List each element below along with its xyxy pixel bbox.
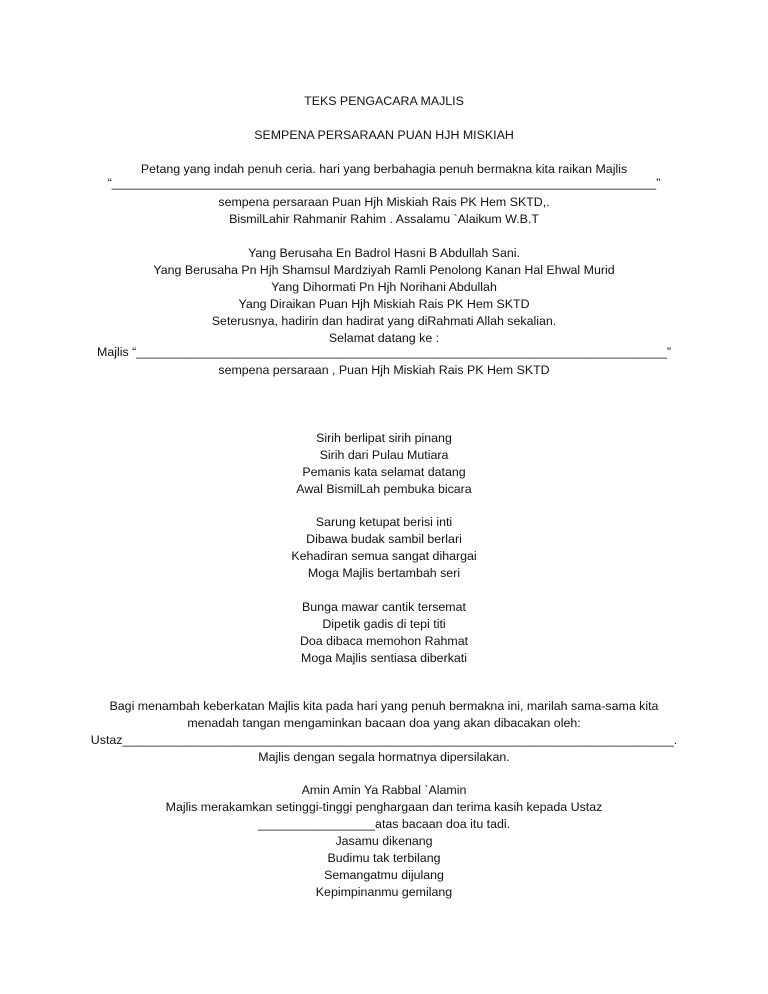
blank-line: “_______________________________________________________________________________” <box>107 176 661 190</box>
text-line: Petang yang indah penuh ceria. hari yang berbahagia penuh bermakna kita raikan Majlis <box>140 162 628 176</box>
pantun-line: Moga Majlis bertambah seri <box>307 566 461 580</box>
text-line: Yang Diraikan Puan Hjh Miskiah Rais PK Hem SKTD <box>238 297 530 311</box>
closing-line: Budimu tak terbilang <box>327 851 441 865</box>
text-line: Yang Berusaha Pn Hjh Shamsul Mardziyah Ramli Penolong Kanan Hal Ehwal Murid <box>153 263 615 277</box>
pantun-line: Sirih dari Pulau Mutiara <box>319 448 449 462</box>
pantun-line: Pemanis kata selamat datang <box>302 465 466 479</box>
blank-line: Ustaz________________________________________________________________________________. <box>90 733 678 747</box>
text-line: Yang Dihormati Pn Hjh Norihani Abdullah <box>271 280 497 294</box>
blank-line: Majlis “_____________________________________________________________________________” <box>97 345 671 359</box>
closing-line: Semangatmu dijulang <box>324 868 444 882</box>
document-title: TEKS PENGACARA MAJLIS <box>304 94 464 108</box>
text-line: BismilLahir Rahmanir Rahim . Assalamu `Alaikum W.B.T <box>229 212 539 226</box>
pantun-line: Bunga mawar cantik tersemat <box>302 600 466 614</box>
text-line: Yang Berusaha En Badrol Hasni B Abdullah Sani. <box>248 246 520 260</box>
text-line: Majlis dengan segala hormatnya dipersilakan. <box>258 750 510 764</box>
pantun-line: Dipetik gadis di tepi titi <box>322 617 446 631</box>
text-line: Majlis merakamkan setinggi-tinggi penghargaan dan terima kasih kepada Ustaz <box>165 800 603 814</box>
text-line: Bagi menambah keberkatan Majlis kita pada hari yang penuh bermakna ini, marilah sama-sama kita <box>109 699 659 713</box>
pantun-line: Kehadiran semua sangat dihargai <box>291 549 477 563</box>
pantun-line: Moga Majlis sentiasa diberkati <box>301 651 467 665</box>
blank-line: _________________atas bacaan doa itu tadi. <box>257 817 511 831</box>
text-line: sempena persaraan Puan Hjh Miskiah Rais PK Hem SKTD,. <box>218 195 550 209</box>
pantun-line: Sirih berlipat sirih pinang <box>316 431 452 445</box>
closing-line: Jasamu dikenang <box>335 834 433 848</box>
text-line: Seterusnya, hadirin dan hadirat yang diRahmati Allah sekalian. <box>211 314 557 328</box>
text-line: menadah tangan mengaminkan bacaan doa yang akan dibacakan oleh: <box>187 716 581 730</box>
pantun-line: Dibawa budak sambil berlari <box>306 532 462 546</box>
text-line: Amin Amin Ya Rabbal `Alamin <box>301 783 467 797</box>
pantun-line: Sarung ketupat berisi inti <box>315 515 453 529</box>
text-line: Selamat datang ke : <box>328 331 440 345</box>
text-line: sempena persaraan , Puan Hjh Miskiah Rais PK Hem SKTD <box>218 363 550 377</box>
pantun-line: Awal BismilLah pembuka bicara <box>296 482 472 496</box>
pantun-line: Doa dibaca memohon Rahmat <box>299 634 469 648</box>
document-subtitle: SEMPENA PERSARAAN PUAN HJH MISKIAH <box>254 128 514 142</box>
closing-line: Kepimpinanmu gemilang <box>315 885 453 899</box>
